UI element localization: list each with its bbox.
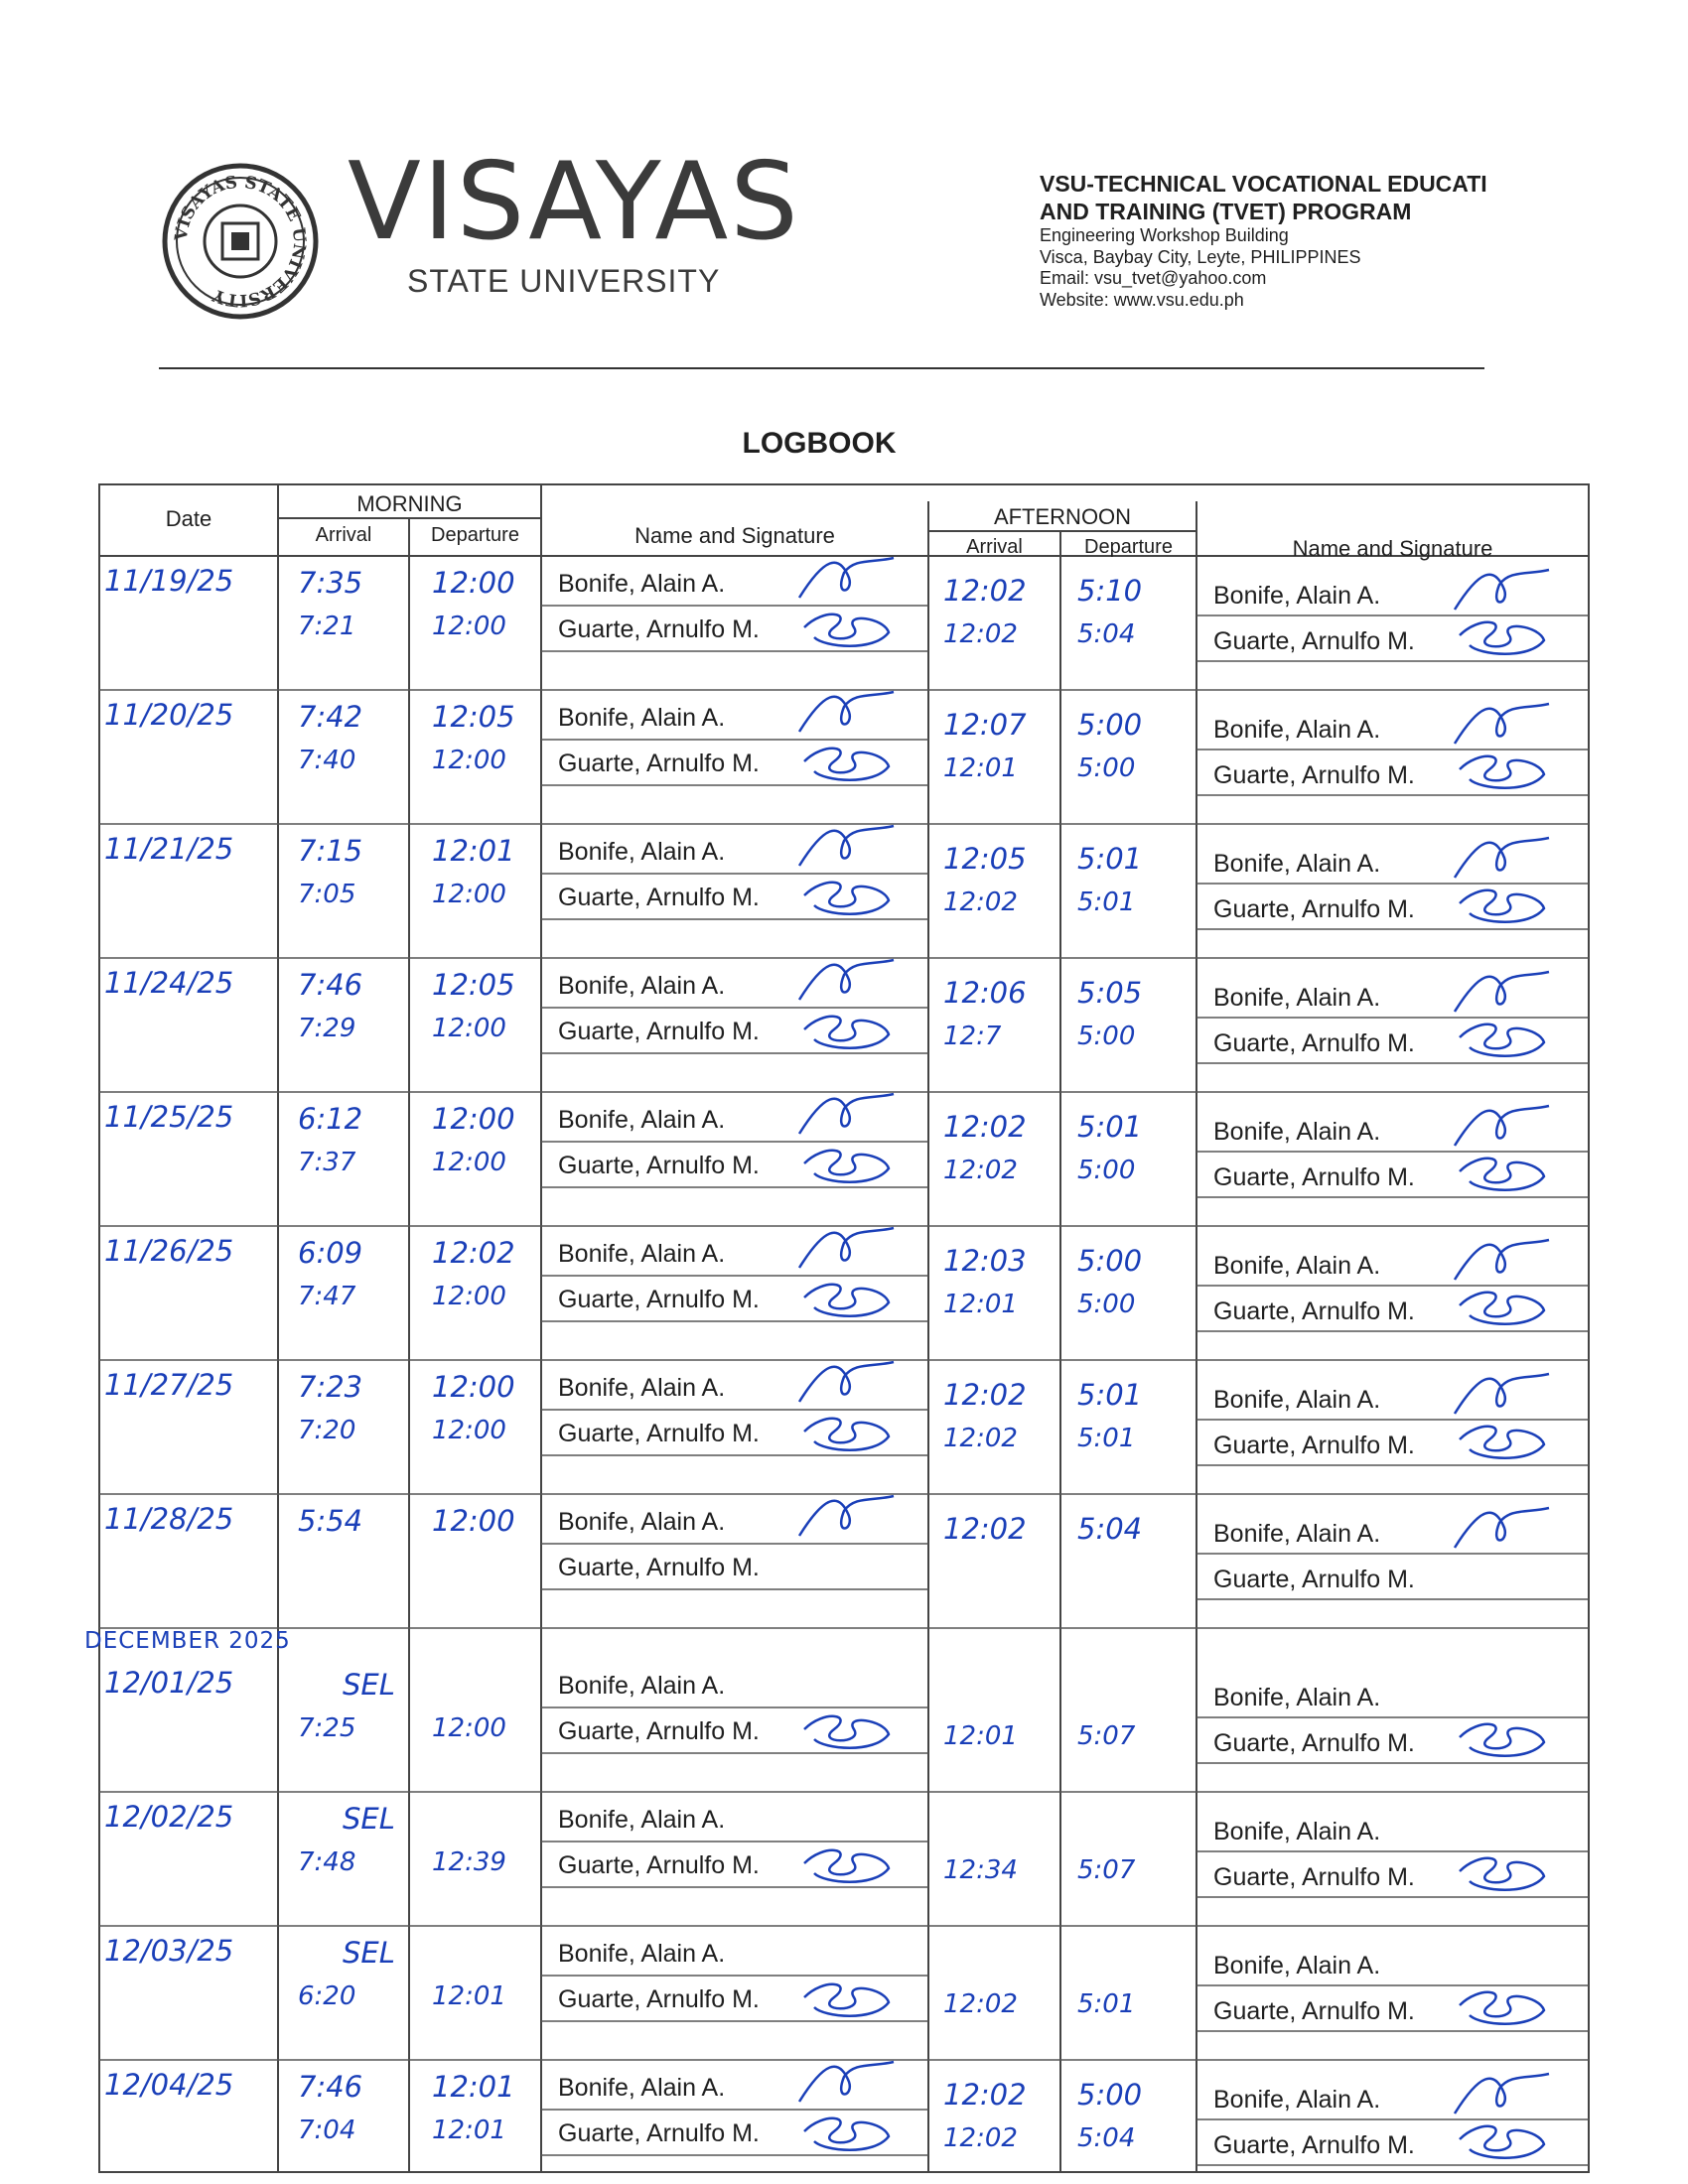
signature-guarte — [1450, 1276, 1559, 1335]
person-name-pm: Bonife, Alain A. — [1213, 1118, 1381, 1146]
entry-date: 11/27/25 — [104, 1368, 234, 1402]
afternoon-arrival: 12:02 — [943, 619, 1018, 649]
morning-arrival: 7:48 — [298, 1847, 356, 1877]
signature-guarte — [1450, 1008, 1559, 1067]
col-date: Date — [165, 506, 212, 531]
entry-note: SEL — [343, 1668, 395, 1702]
signature-guarte — [1450, 2110, 1559, 2169]
person-name-pm: Bonife, Alain A. — [1213, 1952, 1381, 1979]
afternoon-arrival: 12:02 — [943, 2123, 1018, 2153]
person-name-am: Guarte, Arnulfo M. — [558, 1985, 760, 2013]
person-name-am: Guarte, Arnulfo M. — [558, 1554, 760, 1581]
afternoon-departure: 5:01 — [1077, 887, 1136, 917]
address: Visca, Baybay City, Leyte, PHILIPPINES — [1040, 246, 1361, 267]
afternoon-departure: 5:04 — [1077, 1512, 1143, 1546]
person-name-pm: Bonife, Alain A. — [1213, 1386, 1381, 1414]
person-name-am: Guarte, Arnulfo M. — [558, 2119, 760, 2147]
afternoon-arrival: 12:02 — [943, 1378, 1027, 1412]
seal-text: VISAYAS STATE UNIVERSITY — [171, 172, 310, 311]
morning-arrival: 7:47 — [298, 1282, 356, 1311]
person-name-pm: Guarte, Arnulfo M. — [1213, 2131, 1415, 2159]
entry-date: 12/04/25 — [104, 2068, 234, 2102]
signature-guarte — [1450, 740, 1559, 799]
signature-guarte — [1450, 1976, 1559, 2035]
afternoon-departure: 5:01 — [1077, 1110, 1143, 1144]
morning-arrival: 7:40 — [298, 746, 356, 775]
afternoon-departure: 5:00 — [1077, 753, 1136, 783]
person-name-am: Guarte, Arnulfo M. — [558, 615, 760, 643]
signature-bonife — [794, 1486, 904, 1546]
morning-arrival: 7:15 — [298, 834, 363, 868]
person-name-am: Bonife, Alain A. — [558, 1106, 726, 1134]
person-name-pm: Bonife, Alain A. — [1213, 1818, 1381, 1845]
signature-guarte — [794, 1000, 904, 1059]
person-name-am: Guarte, Arnulfo M. — [558, 1286, 760, 1313]
morning-departure: 12:01 — [432, 834, 515, 868]
morning-arrival: 7:37 — [298, 1148, 356, 1177]
signature-guarte — [794, 1700, 904, 1759]
entry-note: SEL — [343, 1936, 395, 1970]
person-name-am: Guarte, Arnulfo M. — [558, 1152, 760, 1179]
person-name-pm: Guarte, Arnulfo M. — [1213, 1729, 1415, 1757]
person-name-am: Bonife, Alain A. — [558, 704, 726, 732]
entry-date: 12/01/25 — [104, 1666, 234, 1700]
afternoon-arrival: 12:01 — [943, 1721, 1018, 1751]
afternoon-departure: 5:00 — [1077, 1156, 1136, 1185]
morning-arrival: 7:04 — [298, 2116, 356, 2145]
person-name-pm: Guarte, Arnulfo M. — [1213, 1163, 1415, 1191]
afternoon-departure: 5:01 — [1077, 1378, 1143, 1412]
signature-guarte — [794, 1834, 904, 1893]
page-title: LOGBOOK — [742, 427, 897, 460]
entry-date: 12/02/25 — [104, 1800, 234, 1834]
person-name-am: Bonife, Alain A. — [558, 2074, 726, 2102]
morning-arrival: 5:54 — [298, 1504, 363, 1538]
person-name-pm: Bonife, Alain A. — [1213, 1684, 1381, 1711]
afternoon-departure: 5:00 — [1077, 1244, 1143, 1278]
morning-departure: 12:05 — [432, 968, 515, 1002]
col-name-signature-pm: Name and Signature — [1292, 536, 1493, 561]
university-name: VISAYAS — [348, 140, 800, 264]
signature-guarte — [794, 1402, 904, 1461]
website: Website: www.vsu.edu.ph — [1040, 289, 1244, 310]
signature-guarte — [794, 1968, 904, 2027]
col-name-signature-am: Name and Signature — [634, 523, 835, 548]
entry-date: 11/24/25 — [104, 966, 234, 1000]
person-name-pm: Guarte, Arnulfo M. — [1213, 895, 1415, 923]
signature-guarte — [794, 1134, 904, 1193]
afternoon-arrival: 12:03 — [943, 1244, 1027, 1278]
entry-date: 12/03/25 — [104, 1934, 234, 1968]
person-name-pm: Bonife, Alain A. — [1213, 1520, 1381, 1548]
person-name-am: Guarte, Arnulfo M. — [558, 1420, 760, 1447]
afternoon-departure: 5:00 — [1077, 1290, 1136, 1319]
person-name-am: Guarte, Arnulfo M. — [558, 1018, 760, 1045]
afternoon-arrival: 12:05 — [943, 842, 1027, 876]
signature-guarte — [794, 598, 904, 657]
afternoon-arrival: 12:7 — [943, 1022, 1002, 1051]
entry-note: SEL — [343, 1802, 395, 1836]
morning-arrival: 7:29 — [298, 1014, 356, 1043]
col-morning: MORNING — [356, 491, 463, 516]
signature-guarte — [1450, 1842, 1559, 1901]
morning-departure: 12:00 — [432, 1102, 515, 1136]
afternoon-arrival: 12:02 — [943, 1512, 1027, 1546]
person-name-pm: Guarte, Arnulfo M. — [1213, 1029, 1415, 1057]
morning-arrival: 7:35 — [298, 566, 363, 600]
afternoon-arrival: 12:01 — [943, 1290, 1018, 1319]
afternoon-departure: 5:05 — [1077, 976, 1143, 1010]
entry-date: 11/28/25 — [104, 1502, 234, 1536]
signature-guarte — [1450, 1707, 1559, 1767]
morning-departure: 12:05 — [432, 700, 515, 734]
morning-arrival: 7:42 — [298, 700, 363, 734]
col-afternoon-arrival: Arrival — [966, 536, 1023, 558]
afternoon-departure: 5:00 — [1077, 1022, 1136, 1051]
person-name-am: Guarte, Arnulfo M. — [558, 1717, 760, 1745]
morning-arrival: 6:09 — [298, 1236, 363, 1270]
afternoon-departure: 5:10 — [1077, 574, 1143, 608]
person-name-am: Guarte, Arnulfo M. — [558, 750, 760, 777]
col-morning-arrival: Arrival — [315, 524, 372, 546]
person-name-am: Bonife, Alain A. — [558, 972, 726, 1000]
morning-arrival: 7:21 — [298, 612, 356, 641]
person-name-am: Bonife, Alain A. — [558, 1940, 726, 1968]
university-subtitle: STATE UNIVERSITY — [407, 263, 721, 299]
building: Engineering Workshop Building — [1040, 225, 1289, 246]
morning-arrival: 7:23 — [298, 1370, 363, 1404]
entry-date: 11/26/25 — [104, 1234, 234, 1268]
afternoon-departure: 5:04 — [1077, 2123, 1136, 2153]
person-name-am: Guarte, Arnulfo M. — [558, 1851, 760, 1879]
person-name-pm: Bonife, Alain A. — [1213, 716, 1381, 744]
afternoon-arrival: 12:06 — [943, 976, 1027, 1010]
afternoon-departure: 5:00 — [1077, 2078, 1143, 2112]
person-name-pm: Bonife, Alain A. — [1213, 2086, 1381, 2114]
signature-guarte — [794, 866, 904, 925]
morning-departure: 12:00 — [432, 1282, 506, 1311]
afternoon-arrival: 12:02 — [943, 1110, 1027, 1144]
morning-departure: 12:01 — [432, 2070, 515, 2104]
morning-departure: 12:01 — [432, 1981, 506, 2011]
afternoon-arrival: 12:02 — [943, 1989, 1018, 2019]
morning-departure: 12:02 — [432, 1236, 515, 1270]
afternoon-departure: 5:01 — [1077, 842, 1143, 876]
person-name-am: Bonife, Alain A. — [558, 1806, 726, 1834]
morning-departure: 12:00 — [432, 612, 506, 641]
morning-arrival: 7:46 — [298, 2070, 363, 2104]
signature-guarte — [1450, 1142, 1559, 1201]
col-morning-departure: Departure — [431, 524, 519, 546]
person-name-am: Bonife, Alain A. — [558, 1672, 726, 1700]
signature-guarte — [794, 2102, 904, 2161]
signature-bonife — [1450, 1498, 1559, 1558]
afternoon-arrival: 12:02 — [943, 887, 1018, 917]
person-name-pm: Guarte, Arnulfo M. — [1213, 1566, 1415, 1593]
morning-arrival: 6:20 — [298, 1981, 356, 2011]
person-name-pm: Guarte, Arnulfo M. — [1213, 761, 1415, 789]
morning-departure: 12:00 — [432, 746, 506, 775]
person-name-pm: Bonife, Alain A. — [1213, 582, 1381, 610]
signature-guarte — [1450, 1410, 1559, 1469]
person-name-am: Bonife, Alain A. — [558, 1240, 726, 1268]
morning-departure: 12:00 — [432, 1014, 506, 1043]
person-name-pm: Guarte, Arnulfo M. — [1213, 1997, 1415, 2025]
person-name-am: Bonife, Alain A. — [558, 1374, 726, 1402]
afternoon-departure: 5:07 — [1077, 1721, 1136, 1751]
col-afternoon: AFTERNOON — [993, 504, 1132, 529]
afternoon-arrival: 12:02 — [943, 574, 1027, 608]
morning-departure: 12:00 — [432, 880, 506, 909]
person-name-pm: Guarte, Arnulfo M. — [1213, 1863, 1415, 1891]
person-name-pm: Guarte, Arnulfo M. — [1213, 627, 1415, 655]
program-line-1: VSU-TECHNICAL VOCATIONAL EDUCATI — [1040, 171, 1487, 197]
morning-arrival: 7:20 — [298, 1416, 356, 1445]
person-name-am: Guarte, Arnulfo M. — [558, 884, 760, 911]
morning-arrival: 7:46 — [298, 968, 363, 1002]
morning-arrival: 7:05 — [298, 880, 356, 909]
person-name-pm: Bonife, Alain A. — [1213, 984, 1381, 1012]
signature-guarte — [1450, 606, 1559, 665]
afternoon-arrival: 12:01 — [943, 753, 1018, 783]
email: Email: vsu_tvet@yahoo.com — [1040, 268, 1267, 289]
signature-guarte — [794, 1268, 904, 1327]
person-name-pm: Bonife, Alain A. — [1213, 1252, 1381, 1280]
afternoon-departure: 5:01 — [1077, 1989, 1136, 2019]
signature-guarte — [1450, 874, 1559, 933]
col-afternoon-departure: Departure — [1084, 536, 1173, 558]
person-name-pm: Bonife, Alain A. — [1213, 850, 1381, 878]
afternoon-departure: 5:00 — [1077, 708, 1143, 742]
person-name-pm: Guarte, Arnulfo M. — [1213, 1297, 1415, 1325]
afternoon-departure: 5:01 — [1077, 1424, 1136, 1453]
afternoon-departure: 5:07 — [1077, 1855, 1136, 1885]
morning-departure: 12:00 — [432, 566, 515, 600]
program-line-2: AND TRAINING (TVET) PROGRAM — [1040, 198, 1412, 224]
entry-date: 11/19/25 — [104, 564, 234, 598]
afternoon-arrival: 12:02 — [943, 1156, 1018, 1185]
person-name-am: Bonife, Alain A. — [558, 1508, 726, 1536]
afternoon-arrival: 12:02 — [943, 1424, 1018, 1453]
morning-departure: 12:00 — [432, 1504, 515, 1538]
morning-departure: 12:00 — [432, 1148, 506, 1177]
morning-departure: 12:01 — [432, 2116, 506, 2145]
afternoon-arrival: 12:07 — [943, 708, 1027, 742]
morning-departure: 12:39 — [432, 1847, 506, 1877]
person-name-am: Bonife, Alain A. — [558, 838, 726, 866]
entry-date: 11/20/25 — [104, 698, 234, 732]
morning-arrival: 7:25 — [298, 1713, 356, 1743]
morning-arrival: 6:12 — [298, 1102, 363, 1136]
person-name-am: Bonife, Alain A. — [558, 570, 726, 598]
morning-departure: 12:00 — [432, 1416, 506, 1445]
afternoon-departure: 5:04 — [1077, 619, 1136, 649]
signature-guarte — [794, 732, 904, 791]
morning-departure: 12:00 — [432, 1713, 506, 1743]
afternoon-arrival: 12:34 — [943, 1855, 1018, 1885]
month-note: DECEMBER 2025 — [84, 1628, 291, 1654]
afternoon-arrival: 12:02 — [943, 2078, 1027, 2112]
entry-date: 11/25/25 — [104, 1100, 234, 1134]
entry-date: 11/21/25 — [104, 832, 234, 866]
morning-departure: 12:00 — [432, 1370, 515, 1404]
person-name-pm: Guarte, Arnulfo M. — [1213, 1432, 1415, 1459]
